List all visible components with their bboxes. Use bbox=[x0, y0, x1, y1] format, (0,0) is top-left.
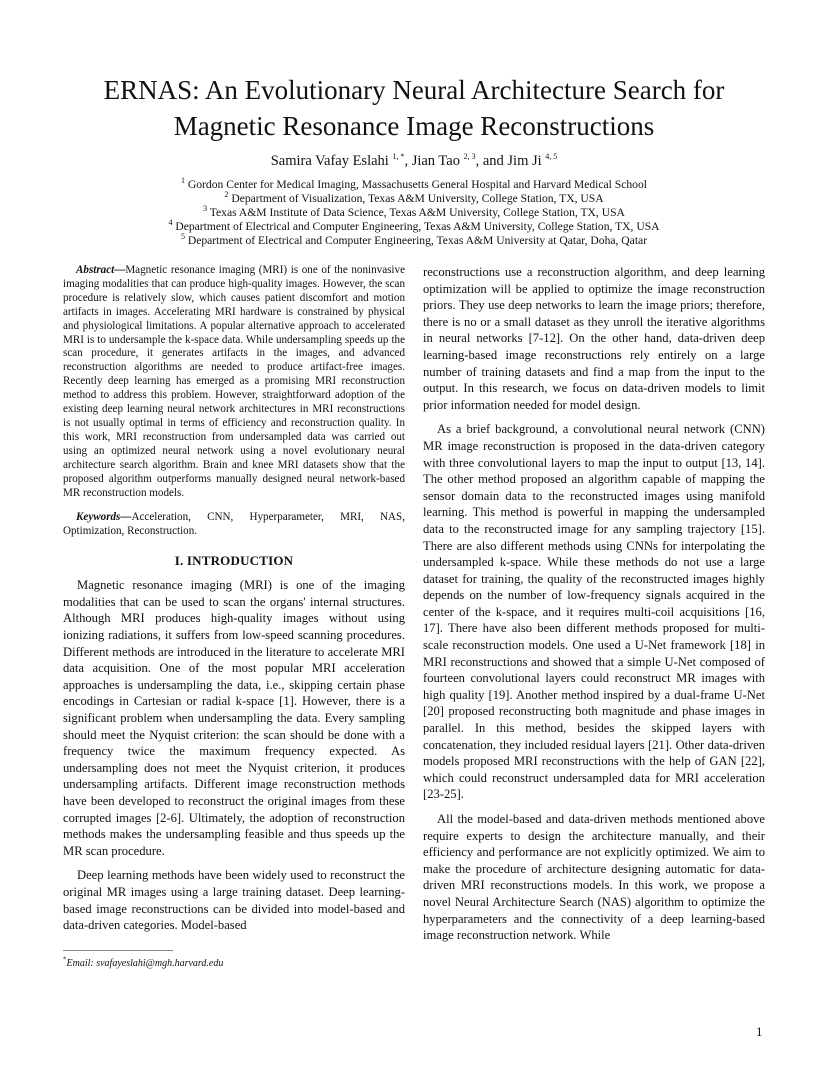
affiliation-text: Gordon Center for Medical Imaging, Massachusetts General Hospital and Harvard Medical School bbox=[187, 178, 647, 191]
body-paragraph: Magnetic resonance imaging (MRI) is one of the imaging modalities that can be used to scan the organs' internal structures. Although MRI produces high-quality images without using ionizing radiations, it suffers from low-speed scanning procedures. Different methods are introduced in the literature to accelerate MRI data acquisition. One of the most popular MRI acceleration approaches is undersampling the data, i.e., skipping certain phase encodings in Cartesian or radial k-space [1]. However, there is a significant problem when undersampling the data. Every sampling should meet the Nyquist criterion: the scan should be done with a frequency twice the maximum frequency expected. As undersampling does not meet the Nyquist criterion, it produces undersampling artifacts. Different image reconstruction methods have been developed to reconstruct the original images from these corrupted images [2-6]. Ultimately, the adoption of reconstruction methods makes the undersampling feasible and thus speeds up the MR scan procedure. bbox=[63, 578, 405, 858]
footnote bbox=[63, 955, 224, 969]
author-separator: , bbox=[404, 153, 412, 169]
body-paragraph: All the model-based and data-driven methods mentioned above require experts to design the architecture manually, and their efficiency and performance are not explicitly optimized. We aim to make the procedure of architecture designing automatic for data-driven MRI reconstructions models. In this work, we propose a novel Neural Architecture Search (NAS) algorithm to optimize the hyperparameters and the connectivity of a deep learning-based image reconstruction network. While bbox=[423, 812, 765, 943]
author-list bbox=[0, 151, 828, 171]
section-heading: I. INTRODUCTION bbox=[174, 553, 294, 569]
affiliation-text: Department of Visualization, Texas A&M University, College Station, TX, USA bbox=[231, 192, 604, 205]
author-name: Jian Tao bbox=[411, 153, 460, 169]
affiliation-list bbox=[0, 178, 828, 248]
affiliation bbox=[0, 192, 828, 206]
paper-title bbox=[0, 72, 828, 144]
title-line-2: Magnetic Resonance Image Reconstructions bbox=[173, 111, 655, 141]
footnote-text: Email: svafayeslahi@mgh.harvard.edu bbox=[66, 958, 224, 969]
keywords-label: Keywords— bbox=[76, 511, 132, 524]
abstract-label: Abstract— bbox=[76, 264, 126, 276]
affiliation-mark: 2 bbox=[224, 190, 229, 200]
author-separator: , and bbox=[475, 153, 508, 169]
footnote-divider bbox=[63, 950, 173, 951]
body-paragraph: Deep learning methods have been widely used to reconstruct the original MR images using a large training dataset. Deep learning-based image reconstructions can be divided into model-based and data-driven categories. Model-based bbox=[63, 868, 405, 933]
body-paragraph: reconstructions use a reconstruction algorithm, and deep learning optimization will be applied to optimize the image reconstruction priors. They use deep networks to learn the image priors; therefore, there is no or a small dataset as they unroll the iterative algorithms in neural networks [7-12]. On the other hand, data-driven deep learning-based image reconstructions rely entirely on a large number of training datasets and find a map from the input to the output. In this research, we focus on data-driven models to limit prior information needed for model design. bbox=[423, 265, 765, 412]
keywords-text: Acceleration, CNN, Hyperparameter, MRI, NAS, Optimization, Reconstruction. bbox=[63, 511, 405, 538]
abstract bbox=[63, 264, 405, 500]
left-column bbox=[63, 264, 405, 942]
page-number: 1 bbox=[756, 1024, 763, 1039]
author-name: Jim Ji bbox=[507, 153, 542, 169]
affiliation bbox=[0, 178, 828, 192]
affiliation-text: Department of Electrical and Computer Engineering, Texas A&M University at Qatar, Doha, Qatar bbox=[187, 234, 648, 247]
author-affil-mark: 2, 3 bbox=[463, 152, 476, 162]
affiliation-mark: 5 bbox=[180, 232, 185, 242]
affiliation-text: Texas A&M Institute of Data Science, Texas A&M University, College Station, TX, USA bbox=[209, 206, 625, 219]
affiliation-mark: 4 bbox=[168, 218, 173, 228]
author-affil-mark: 4, 5 bbox=[545, 152, 558, 162]
author-affil-mark: 1, * bbox=[392, 152, 405, 162]
body-paragraph: As a brief background, a convolutional neural network (CNN) MR image reconstruction is proposed in the data-driven category with three convolutional layers to map the input to output [13, 14]. The other method proposed an algorithm capable of mapping the sensor domain data to the reconstructed images using manifold learning. This method is powerful in mapping the undersampled data to the reconstructed image for any sampling trajectory [15]. There are also different methods using CNNs for interpolating the undersampled k-space. While these methods do not use a large dataset for training, the quality of the reconstructed images highly depends on the number of low-frequency signals acquired in the center of the k-space, and it requires multi-coil acquisitions [16, 17]. There have also been different methods proposed for multi-scale reconstruction models. One used a U-Net framework [18] in MRI reconstructions and showed that a simple U-Net composed of fourteen convolutional layers could reconstruct MR images with high quality [19]. Another method inspired by a dual-frame U-Net [20] proposed reconstructing both magnitude and phase images in parallel. In this method, besides the skipped layers with concatenation, they included residual layers [21]. Other data-driven models proposed MRI reconstructions with the help of GAN [22], which could reconstruct undersampled data for MRI acceleration [23-25]. bbox=[423, 422, 765, 802]
footnote-mark: * bbox=[63, 955, 67, 964]
affiliation-mark: 3 bbox=[203, 204, 208, 214]
affiliation bbox=[0, 206, 828, 220]
right-column bbox=[423, 264, 765, 952]
affiliation-text: Department of Electrical and Computer Engineering, Texas A&M University, College Station, TX, USA bbox=[175, 220, 660, 233]
affiliation-mark: 1 bbox=[180, 176, 185, 186]
title-line-1: ERNAS: An Evolutionary Neural Architecture Search for bbox=[103, 75, 725, 105]
affiliation bbox=[0, 220, 828, 234]
keywords bbox=[63, 511, 405, 539]
author-name: Samira Vafay Eslahi bbox=[270, 153, 389, 169]
affiliation bbox=[0, 234, 828, 248]
abstract-text: Magnetic resonance imaging (MRI) is one of the noninvasive imaging modalities that can produce high-quality images. However, the scan procedure is relatively slow, which causes patient discomfort and motion artifacts in images. Accelerating MRI hardware is constrained by physical and physiological limitations. A popular alternative approach to accelerated MRI is to undersample the k-space data. While undersampling speeds up the scan procedure, it generates artifacts in the images, and advanced reconstruction algorithms are needed to produce artifact-free images. Recently deep learning has emerged as a promising MRI reconstruction method to address this problem. However, straightforward adoption of the existing deep learning neural network architectures in MRI reconstructions is not usually optimal in terms of efficiency and reconstruction quality. In this work, MRI reconstruction from undersampled data was carried out using an optimized neural network using a novel evolutionary neural architecture search algorithm. Brain and knee MRI datasets show that the proposed algorithm outperforms manually designed neural network-based MR reconstruction models. bbox=[63, 264, 405, 499]
